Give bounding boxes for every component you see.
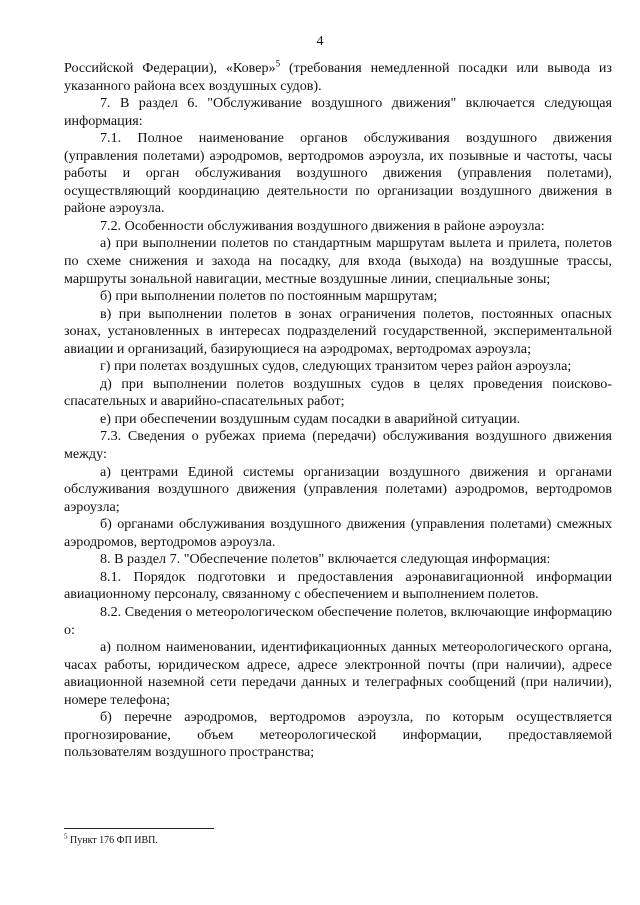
paragraph-text: а) центрами Единой системы организации воздушного движения и органами обслуживания воздушного движения (управления полетами) аэродромов, вертодромов аэроузла; [64, 463, 612, 515]
paragraph [64, 130, 612, 218]
footnote-marker: 5 [64, 832, 68, 841]
paragraph [64, 639, 612, 709]
document-body [64, 60, 612, 762]
paragraph-text: 7.3. Сведения о рубежах приема (передачи) обслуживания воздушного движения между: [64, 428, 612, 463]
paragraph [64, 235, 612, 288]
footnote-separator [64, 828, 214, 829]
paragraph [64, 709, 612, 762]
paragraph-text: д) при выполнении полетов воздушных судов в целях проведения поисково-спасательных и аварийно-спасательных работ; [64, 375, 612, 410]
paragraph-text: г) при полетах воздушных судов, следующих транзитом через район аэроузла; [100, 358, 572, 375]
paragraph-text: Российской Федерации), «Ковер» [64, 60, 276, 76]
paragraph [64, 428, 612, 463]
paragraph-text: а) при выполнении полетов по стандартным маршрутам вылета и прилета, полетов по схеме снижения и захода на посадку, для входа (выхода) на воздушные трассы, маршруты зональной навигации, местные воздушные линии, специальные зоны; [64, 235, 612, 287]
paragraph-text: б) при выполнении полетов по постоянным маршрутам; [100, 288, 438, 305]
paragraph-text: б) органами обслуживания воздушного движения (управления полетами) смежных аэродромов, вертодромов аэроузла. [64, 516, 612, 550]
footnote-text: Пункт 176 ФП ИВП. [67, 835, 158, 846]
paragraph [64, 569, 612, 604]
paragraph-text: 8.2. Сведения о метеорологическом обеспечение полетов, включающие информацию о: [64, 603, 612, 638]
paragraph [64, 306, 612, 359]
page-number: 4 [316, 34, 324, 49]
paragraph-text: 7. В раздел 6. "Обслуживание воздушного движения" включается следующая информация: [64, 95, 612, 129]
paragraph-text: 7.2. Особенности обслуживания воздушного движения в районе аэроузла: [100, 217, 545, 234]
paragraph-text: 8. В раздел 7. "Обеспечение полетов" включается следующая информация: [100, 551, 551, 568]
paragraph [64, 60, 612, 95]
paragraph-text: 7.1. Полное наименование органов обслуживания воздушного движения (управления полетами) аэродромов, вертодромов аэроузла, их позывные и частоты, часы работы и орган обслуживания воздушного движения (управления полетами), осуществляющий координацию деятельности по организации воздушного движения в районе аэроузла. [64, 130, 612, 217]
paragraph-text: 8.1. Порядок подготовки и предоставления аэронавигационной информации авиационному персоналу, связанному с обеспечением и выполнением полетов. [64, 568, 612, 603]
footnote [64, 832, 612, 847]
paragraph [64, 464, 612, 517]
paragraph [64, 551, 612, 569]
paragraph [64, 516, 612, 551]
paragraph-text: а) полном наименовании, идентификационных данных метеорологического органа, часах работы, юридическом адресе, адресе электронной почты (при наличии), адресе авиационной наземной сети передачи данных и телеграфных сообщений (при наличии), номере телефона; [64, 639, 612, 708]
paragraph [64, 411, 612, 429]
paragraph-text: б) перечне аэродромов, вертодромов аэроузла, по которым осуществляется прогнозирование, объем метеорологической информации, предоставляемой пользователям воздушного пространства; [64, 709, 612, 761]
paragraph [64, 288, 612, 306]
paragraph [64, 95, 612, 130]
paragraph-text: е) при обеспечении воздушным судам посадки в аварийной ситуации. [100, 410, 521, 427]
footnote-reference: 5 [275, 58, 281, 69]
paragraph [64, 604, 612, 639]
paragraph-text: в) при выполнении полетов в зонах ограничения полетов, постоянных опасных зонах, установленных в интересах подразделений государственной, экспериментальной авиации и организаций, базирующиеся на аэродромах, вертодромах аэроузла; [64, 305, 612, 357]
paragraph [64, 218, 612, 236]
paragraph-text: (требования немедленной посадки или вывода из указанного района всех воздушных судов). [64, 60, 612, 94]
paragraph [64, 376, 612, 411]
paragraph [64, 358, 612, 376]
